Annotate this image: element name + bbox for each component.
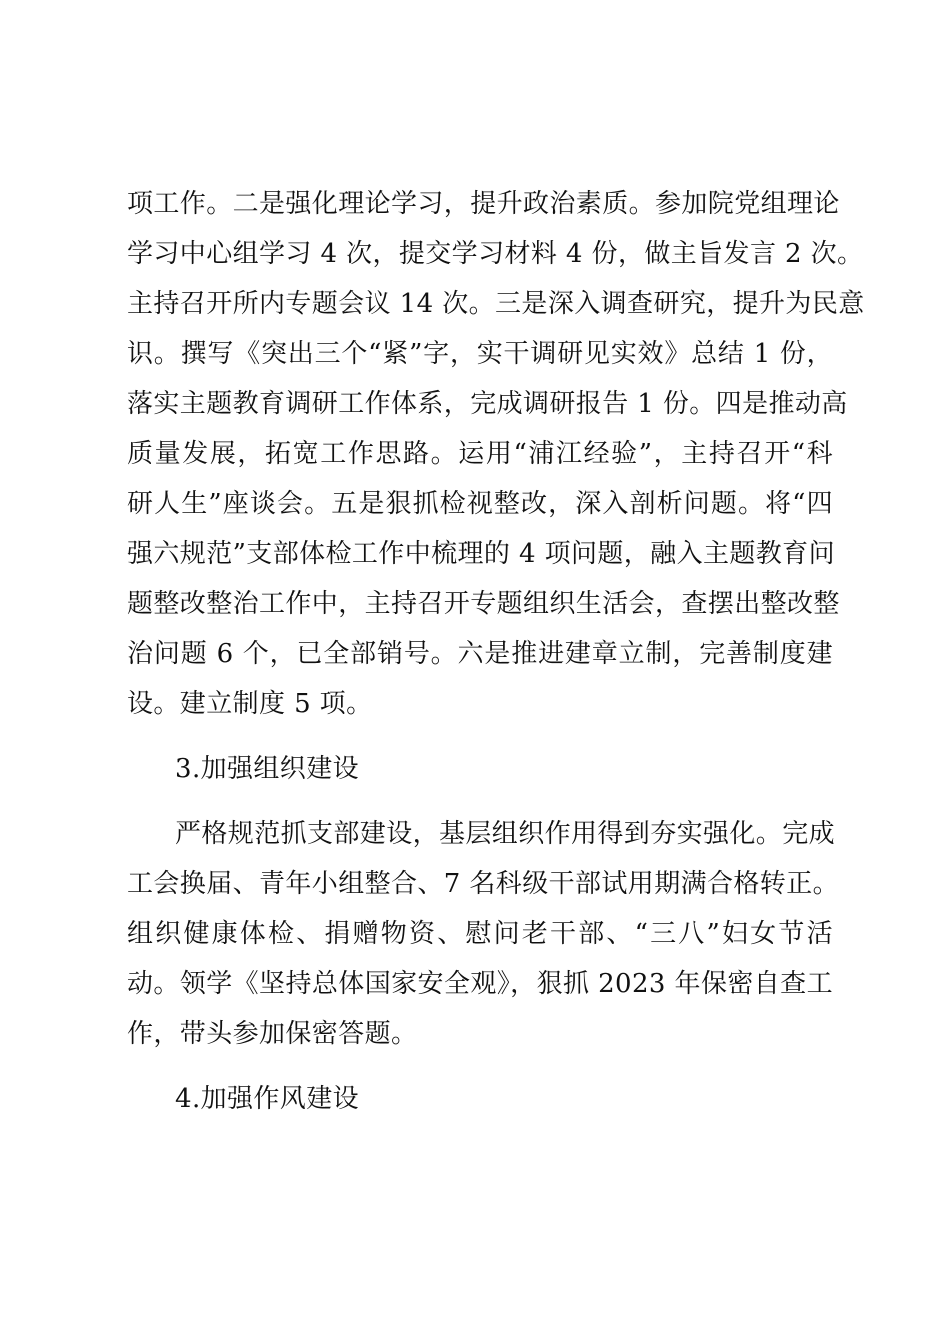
text-line: 识。撰写《突出三个“紧”字，实干调研见实效》总结 1 份， <box>127 339 833 369</box>
text-line: 题整改整治工作中，主持召开专题组织生活会，查摆出整改整 <box>127 589 840 619</box>
text-line: 设。建立制度 5 项。 <box>127 689 373 719</box>
text-line: 主持召开所内专题会议 14 次。三是深入调查研究，提升为民意 <box>127 289 865 319</box>
text-line: 工会换届、青年小组整合、7 名科级干部试用期满合格转正。 <box>127 869 840 899</box>
paragraph-organization-building <box>127 809 840 1059</box>
text-line: 落实主题教育调研工作体系，完成调研报告 1 份。四是推动高 <box>127 389 848 419</box>
text-line: 学习中心组学习 4 次，提交学习材料 4 份，做主旨发言 2 次。 <box>127 239 864 269</box>
text-line: 严格规范抓支部建设，基层组织作用得到夯实强化。完成 <box>175 819 836 849</box>
text-line: 质量发展，拓宽工作思路。运用“浦江经验”，主持召开“科 <box>127 439 833 469</box>
section-heading-work-style: 4.加强作风建设 <box>175 1084 360 1114</box>
text-line: 作，带头参加保密答题。 <box>127 1019 418 1049</box>
text-line: 组织健康体检、捐赠物资、慰问老干部、“三八”妇女节活 <box>127 919 833 949</box>
section-heading-organization: 3.加强组织建设 <box>175 754 360 784</box>
text-line: 强六规范”支部体检工作中梳理的 4 项问题，融入主题教育问 <box>127 539 835 569</box>
paragraph-work-summary <box>127 179 865 729</box>
text-line: 治问题 6 个，已全部销号。六是推进建章立制，完善制度建 <box>127 639 833 669</box>
text-line: 研人生”座谈会。五是狠抓检视整改，深入剖析问题。将“四 <box>127 489 833 519</box>
text-line: 项工作。二是强化理论学习，提升政治素质。参加院党组理论 <box>127 189 840 219</box>
document-body <box>127 179 865 1124</box>
text-line: 动。领学《坚持总体国家安全观》，狠抓 2023 年保密自查工 <box>127 969 833 999</box>
